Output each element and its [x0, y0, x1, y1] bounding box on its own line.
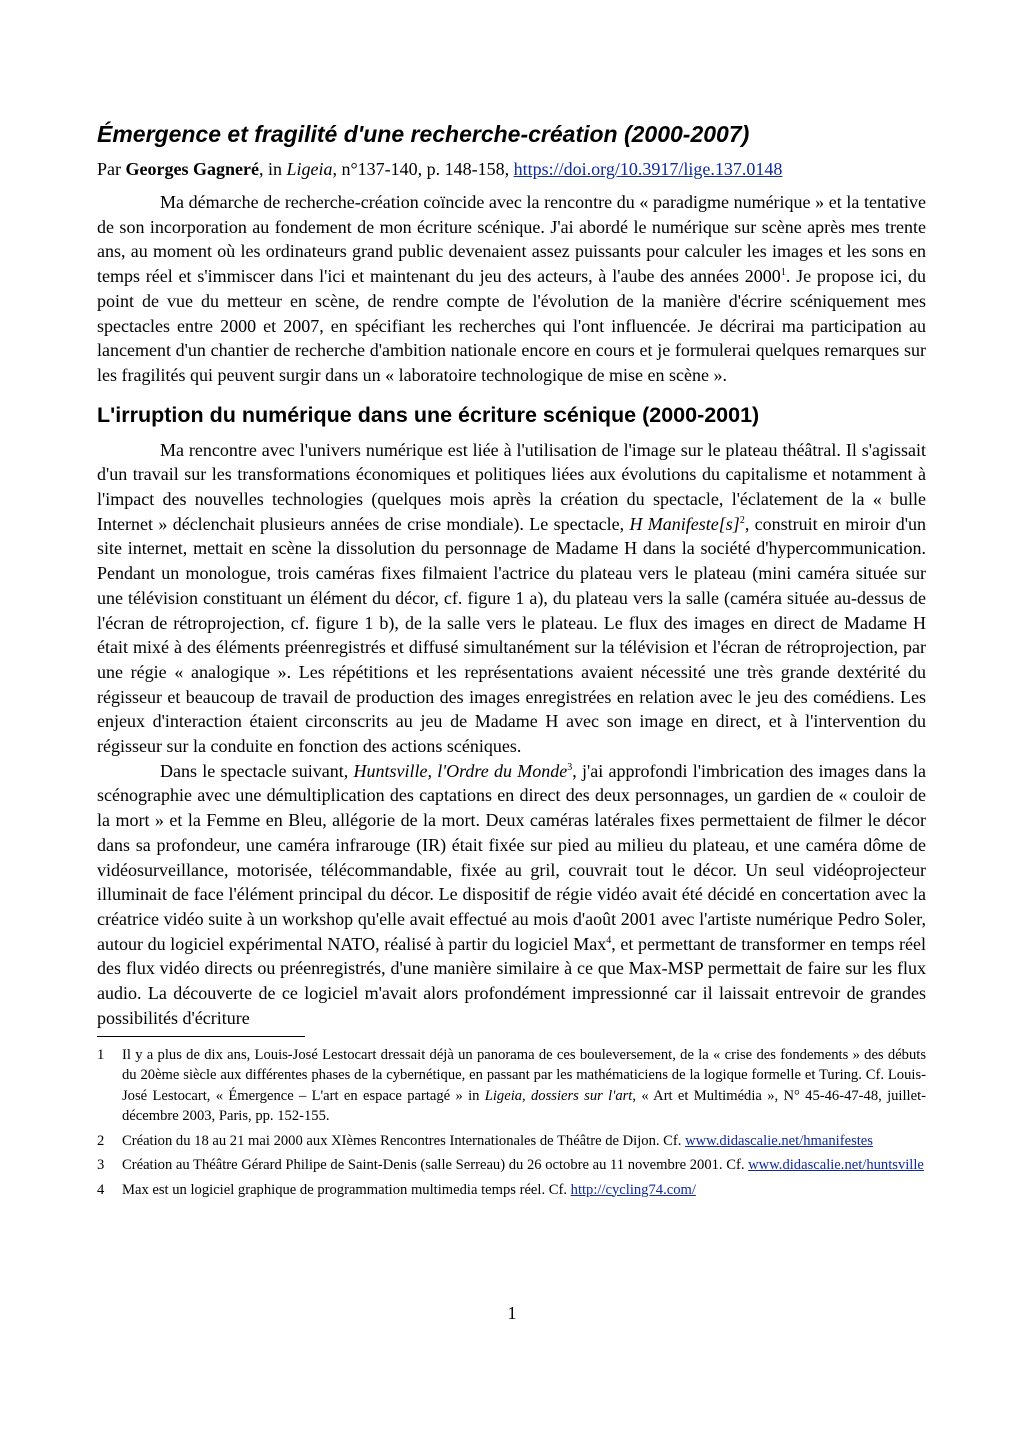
footnote-link[interactable]: http://cycling74.com/ — [570, 1181, 696, 1198]
section-heading: L'irruption du numérique dans une écriture scénique (2000-2001) — [97, 402, 760, 427]
work-title: H Manifeste[s] — [629, 513, 740, 534]
footnote-link[interactable]: www.didascalie.net/huntsville — [748, 1157, 924, 1173]
footnote: 3 Création au Théâtre Gérard Philipe de Saint-Denis (salle Serreau) du 26 octobre au 11 novembre 2001. Cf. www.didascalie.net/huntsville — [97, 1157, 924, 1173]
work-title: Huntsville, l'Ordre du Monde — [353, 760, 568, 781]
doi-link[interactable]: https://doi.org/10.3917/lige.137.0148 — [513, 159, 783, 179]
footnote: 4 Max est un logiciel graphique de programmation multimedia temps réel. Cf. http://cycling74.com/ — [97, 1181, 696, 1198]
footnote-ref-4[interactable]: 4 — [606, 934, 612, 946]
footnote-ref-2[interactable]: 2 — [739, 514, 745, 526]
footnote-ref-3[interactable]: 3 — [567, 761, 573, 773]
body-paragraph-2: Dans le spectacle suivant, Huntsville, l'Ordre du Monde$^3$, j'ai approfondi l'imbrication des images dans la scénographie avec une démultiplication des captations en direct des deux personnages, un gardien de « couloir de la mort » et la Femme en Bleu, allégorie de la mort. Deux caméras latérales fixes permettaient de filmer le décor dans sa profondeur, une caméra infrarouge (IR) était fixée sur pied au milieu du plateau, et une caméra dôme de vidéosurveillance, motorisée, télécommandable, fixée au gril, couvrait tout le décor. Un seul vidéoprojecteur illuminait de face l'élément principal du décor. Le dispositif de régie vidéo avait été décidé en concertation avec la créatrice vidéo suite à un workshop qu'elle avait effectué au mois d'août 2001 avec l'artiste numérique Pedro Soler, autour du logiciel expérimental NATO, réalisé à partir du logiciel Max$^4$, et permettant de transformer en temps réel des flux vidéo directs ou préenregistrés, d'une manière similaire à ce que Max-MSP permettait de faire sur les flux audio. La découverte de ce logiciel m'avait alors profondément impressionné car il laissait entrevoir de grandes possibilités d'écriture — [97, 760, 927, 1028]
author-name: Georges Gagneré — [125, 159, 259, 179]
intro-paragraph: Ma démarche de recherche-création coïncide avec la rencontre du « paradigme numérique » et la tentative de son incorporation au fondement de mon écriture scénique. J'ai abordé le numérique sur scène après mes trente ans, au moment où les ordinateurs grand public devenaient assez puissants pour calculer les images et les sons en temps réel et s'immiscer dans l'ici et maintenant du jeu des acteurs, à l'aube des années 2000$^1$. Je propose ici, du point de vue du metteur en scène, de rendre compte de l'évolution de la manière d'écrire scéniquement mes spectacles entre 2000 et 2007, en spécifiant les recherches qui l'ont influencée. Je décrirai ma participation au lancement d'un chantier de recherche d'ambition nationale encore en cours et je formulerai quelques remarques sur les fragilités qui peuvent surgir dans un « laboratoire technologique de mise en scène ». — [97, 192, 926, 385]
footnote-link[interactable]: www.didascalie.net/hmanifestes — [685, 1132, 873, 1149]
footnote: 2 Création du 18 au 21 mai 2000 aux XIèmes Rencontres Internationales de Théâtre de Dijon. Cf. www.didascalie.net/hmanifestes — [97, 1132, 873, 1149]
article-title: Émergence et fragilité d'une recherche-création (2000-2007) — [97, 121, 750, 147]
footnote-separator — [97, 1036, 305, 1037]
body-paragraph-1: Ma rencontre avec l'univers numérique est liée à l'utilisation de l'image sur le plateau théâtral. Il s'agissait d'un travail sur les transformations économiques et politiques liées aux évolutions du capitalisme et notamment à l'impact des nouvelles technologies (quelques mois après la création du spectacle, l'éclatement de la « bulle Internet » déclenchait plusieurs années de crise mondiale). Le spectacle, H $Manifeste[s]^2$, construit en miroir d'un site internet, mettait en scène la dissolution du personnage de Madame H dans la société d'hypercommunication. Pendant un monologue, trois caméras fixes filmaient l'actrice du plateau vers le plateau (mini caméra située sur une télévision constituant un élément du décor, cf. figure 1 a), du plateau vers la salle (caméra située au-dessus de l'écran de rétroprojection, cf. figure 1 b), de la salle vers le plateau. Le flux des images en direct de Madame H était mixé à des éléments préenregistrés et diffusé simultanément sur la télévision et l'écran de rétroprojection, par une régie « analogique ». Les répétitions et les représentations avaient nécessité une très grande dextérité du régisseur et beaucoup de travail de production des images enregistrées en relation avec le jeu des comédiens. Les enjeux d'interaction étaient circonscrits au jeu de Madame H avec son image en direct, et à l'intervention du régisseur sur la conduite en fonction des actions scéniques. — [97, 439, 926, 757]
footnote-ref-1[interactable]: 1 — [780, 267, 786, 279]
document-page — [97, 112, 926, 1204]
journal-name: Ligeia — [286, 159, 333, 179]
page-number: 1 — [507, 1303, 517, 1323]
byline: Par Georges Gagneré, in Ligeia, n°137-140, p. 148-158, https://doi.org/10.3917/lige.137.0148 — [97, 159, 783, 179]
footnote: 1 Il y a plus de dix ans, Louis-José Lestocart dressait déjà un panorama de ces bouleversement, de la « crise des fondements » des débuts du 20ème siècle aux différentes phases de la cybernétique, en passant par les mathématiciens de la logique formelle et Turing. Cf. Louis-José Lestocart, « Émergence – L'art en espace partagé » in Ligeia, dossiers sur l'art, « Art et Multimédia », N° 45-46-47-48, juillet-décembre 2003, Paris, pp. 152-155. — [97, 1046, 926, 1124]
